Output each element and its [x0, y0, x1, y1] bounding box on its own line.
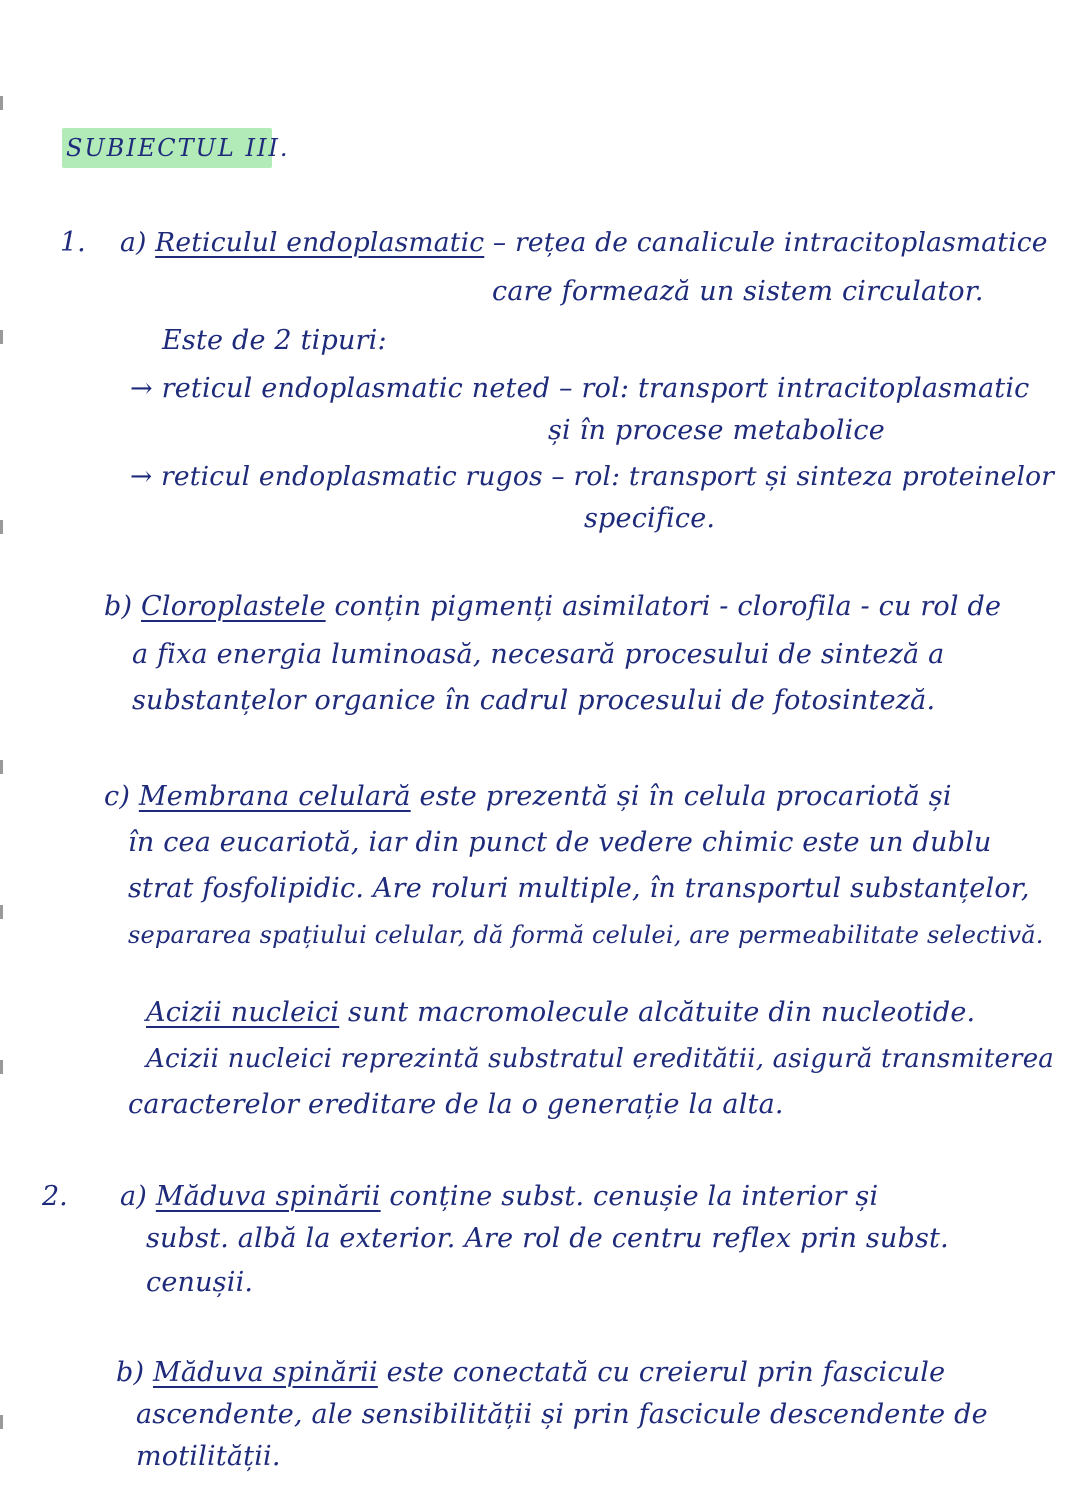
- paragraph-line: cenușii.: [146, 1267, 254, 1298]
- paragraph-line: strat fosfolipidic. Are roluri multiple, în transportul substanțelor,: [128, 873, 1030, 904]
- term-underlined: Acizii nucleici: [146, 997, 340, 1028]
- line-text: conțin pigmenți asimilatori - clorofila - cu rol de: [334, 591, 1002, 622]
- item-letter: b): [116, 1357, 145, 1388]
- paragraph-line: Este de 2 tipuri:: [162, 325, 387, 356]
- paragraph-line: în cea eucariotă, iar din punct de vedere chimic este un dublu: [128, 827, 992, 858]
- line-text: este conectată cu creierul prin fascicule: [386, 1357, 946, 1388]
- line-text: sunt macromolecule alcătuite din nucleotide.: [348, 997, 976, 1028]
- item-number: 2.: [42, 1181, 68, 1212]
- paragraph-line: ascendente, ale sensibilității și prin fascicule descendente de: [136, 1399, 988, 1430]
- term-underlined: Membrana celulară: [138, 781, 411, 812]
- paragraph-line: care formează un sistem circulator.: [492, 276, 984, 307]
- line-text: – rețea de canalicule intracitoplasmatice: [492, 227, 1048, 258]
- paragraph-line: caracterelor ereditare de la o generație la alta.: [128, 1089, 784, 1120]
- term-underlined: Măduva spinării: [153, 1357, 378, 1388]
- paragraph-line: substanțelor organice în cadrul procesului de fotosinteză.: [132, 685, 936, 716]
- section-heading: [66, 124, 290, 172]
- paragraph-line: specifice.: [584, 503, 716, 534]
- item-letter: b): [104, 591, 133, 622]
- item-letter: c): [104, 781, 131, 812]
- line-text: este prezentă și în celula procariotă și: [419, 781, 952, 812]
- paragraph-line: → reticul endoplasmatic rugos – rol: transport și sinteza proteinelor: [130, 461, 1055, 492]
- term-underlined: Reticulul endoplasmatic: [155, 227, 485, 258]
- paragraph-line: [116, 1356, 945, 1390]
- paragraph-line: → reticul endoplasmatic neted – rol: transport intracitoplasmatic: [130, 373, 1030, 404]
- paragraph-line: [120, 1180, 878, 1214]
- paragraph-line: subst. albă la exterior. Are rol de centru reflex prin subst.: [146, 1223, 949, 1254]
- item-number: 1.: [60, 227, 86, 258]
- item-letter: a): [120, 227, 147, 258]
- heading-text: SUBIECTUL III.: [66, 134, 290, 162]
- paragraph-line: și în procese metabolice: [548, 415, 885, 446]
- paragraph-line: separarea spațiului celular, dă formă celulei, are permeabilitate selectivă.: [128, 921, 1044, 949]
- paragraph-line: [146, 996, 975, 1030]
- paragraph-line: Acizii nucleici reprezintă substratul ereditătii, asigură transmiterea: [146, 1044, 1054, 1074]
- paragraph-line: motilității.: [136, 1441, 281, 1472]
- paragraph-line: [104, 590, 1001, 624]
- paragraph-line: a fixa energia luminoasă, necesară procesului de sinteză a: [132, 639, 945, 670]
- term-underlined: Cloroplastele: [141, 591, 326, 622]
- item-letter: a): [120, 1181, 148, 1212]
- paragraph-line: [120, 226, 1048, 260]
- line-text: conține subst. cenușie la interior și: [389, 1181, 879, 1212]
- paragraph-line: [104, 780, 952, 814]
- term-underlined: Măduva spinării: [155, 1181, 381, 1212]
